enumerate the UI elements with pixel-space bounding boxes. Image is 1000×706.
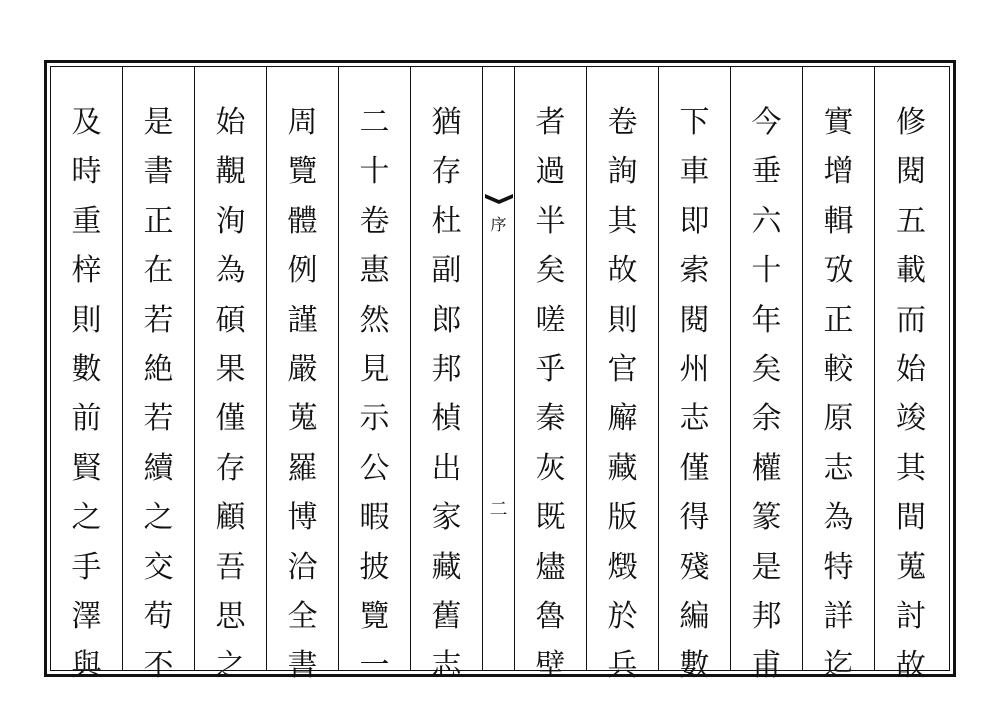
character: 六: [751, 203, 782, 239]
character: 故: [896, 648, 926, 684]
character: 秦: [535, 401, 566, 437]
character: 下: [679, 105, 710, 140]
character: 數: [71, 351, 102, 387]
character: 博: [287, 500, 318, 536]
character: 是: [143, 105, 174, 140]
character: 然: [359, 302, 390, 338]
text-column: [411, 67, 483, 684]
character: 燬: [607, 549, 638, 585]
character: 僅: [679, 450, 710, 486]
fish-tail-icon: [485, 194, 513, 208]
text-column: [267, 67, 339, 684]
character: 賢: [71, 450, 102, 486]
character: 藏: [431, 549, 462, 585]
character: 在: [143, 253, 174, 289]
character: 攷: [823, 253, 854, 289]
character: 邦: [751, 598, 782, 634]
character: 正: [143, 203, 174, 239]
character: 間: [896, 500, 926, 536]
character: 矣: [535, 253, 566, 289]
character: 存: [431, 154, 462, 190]
character: 書: [287, 648, 318, 684]
character: 交: [143, 549, 174, 585]
text-column: [875, 67, 947, 684]
character: 示: [359, 401, 390, 437]
text-column: [587, 67, 659, 684]
character: 廨: [607, 401, 638, 437]
section-title: 序: [490, 215, 507, 234]
character: 得: [679, 500, 710, 536]
character: 藏: [607, 450, 638, 486]
character: 覯: [215, 154, 246, 190]
character: 修: [896, 105, 926, 140]
character: 時: [71, 154, 102, 190]
character: 編: [679, 598, 710, 634]
page-number: 二: [489, 499, 508, 520]
character: 洽: [287, 549, 318, 585]
character: 半: [535, 203, 566, 239]
character: 正: [823, 302, 854, 338]
character: 家: [431, 500, 462, 536]
character: 始: [215, 105, 246, 140]
character: 見: [359, 351, 390, 387]
character: 官: [607, 351, 638, 387]
character: 嗟: [535, 302, 566, 338]
character: 例: [287, 253, 318, 289]
character: 篆: [751, 500, 782, 536]
character: 數: [679, 648, 710, 684]
character: 覽: [287, 154, 318, 190]
text-column: [195, 67, 267, 684]
character: 閱: [896, 154, 926, 190]
character: 垂: [751, 154, 782, 190]
character: 其: [607, 203, 638, 239]
character: 詢: [607, 154, 638, 190]
character: 惠: [359, 253, 390, 289]
character: 竣: [896, 401, 926, 437]
character: 原: [823, 401, 854, 437]
character: 輯: [823, 203, 854, 239]
character: 乎: [535, 351, 566, 387]
character: 則: [71, 302, 102, 338]
character: 即: [679, 203, 710, 239]
character: 楨: [431, 401, 462, 437]
character: 不: [143, 648, 174, 684]
character: 殘: [679, 549, 710, 585]
character: 若: [143, 401, 174, 437]
character: 年: [751, 302, 782, 338]
character: 權: [751, 450, 782, 486]
character: 僅: [215, 401, 246, 437]
character: 為: [215, 253, 246, 289]
character: 甫: [751, 648, 782, 684]
character: 載: [896, 253, 926, 289]
character: 而: [896, 302, 926, 338]
character: 之: [143, 500, 174, 536]
character: 果: [215, 351, 246, 387]
character: 於: [607, 598, 638, 634]
character: 魯: [535, 598, 566, 634]
character: 杜: [431, 203, 462, 239]
character: 郎: [431, 302, 462, 338]
character: 二: [359, 105, 390, 140]
character: 灰: [535, 450, 566, 486]
character: 矣: [751, 351, 782, 387]
character: 迄: [823, 648, 854, 684]
character: 索: [679, 253, 710, 289]
character: 吾: [215, 549, 246, 585]
character: 今: [751, 105, 782, 140]
character: 碩: [215, 302, 246, 338]
character: 若: [143, 302, 174, 338]
character: 洵: [215, 203, 246, 239]
character: 舊: [431, 598, 462, 634]
character: 始: [896, 351, 926, 387]
character: 覽: [359, 598, 390, 634]
character: 故: [607, 253, 638, 289]
character: 較: [823, 351, 854, 387]
character: 閱: [679, 302, 710, 338]
character: 猶: [431, 105, 462, 140]
character: 州: [679, 351, 710, 387]
text-column: [659, 67, 731, 684]
character: 之: [215, 648, 246, 684]
character: 存: [215, 450, 246, 486]
character: 兵: [607, 648, 638, 684]
text-column: [123, 67, 195, 684]
character: 重: [71, 203, 102, 239]
character: 披: [359, 549, 390, 585]
character: 詳: [823, 598, 854, 634]
character: 者: [535, 105, 566, 140]
character: 既: [535, 500, 566, 536]
character: 志: [431, 648, 462, 684]
character: 嚴: [287, 351, 318, 387]
character: 十: [751, 253, 782, 289]
character: 續: [143, 450, 174, 486]
character: 卷: [607, 105, 638, 140]
character: 車: [679, 154, 710, 190]
text-column: [51, 67, 123, 684]
center-fold: [483, 67, 515, 670]
character: 副: [431, 253, 462, 289]
page-frame: [44, 60, 956, 684]
character: 蒐: [896, 549, 926, 585]
character: 及: [71, 105, 102, 140]
character: 澤: [71, 598, 102, 634]
character: 過: [535, 154, 566, 190]
character: 顧: [215, 500, 246, 536]
character: 與: [71, 648, 102, 684]
character: 燼: [535, 549, 566, 585]
character: 羅: [287, 450, 318, 486]
character: 十: [359, 154, 390, 190]
character: 思: [215, 598, 246, 634]
character: 志: [823, 450, 854, 486]
character: 為: [823, 500, 854, 536]
text-column: [803, 67, 875, 684]
character: 志: [679, 401, 710, 437]
character: 前: [71, 401, 102, 437]
character: 一: [359, 648, 390, 684]
character: 體: [287, 203, 318, 239]
character: 周: [287, 105, 318, 140]
character: 實: [823, 105, 854, 140]
text-block: [50, 66, 950, 684]
character: 手: [71, 549, 102, 585]
character: 其: [896, 450, 926, 486]
character: 謹: [287, 302, 318, 338]
character: 特: [823, 549, 854, 585]
character: 壁: [535, 648, 566, 684]
character: 邦: [431, 351, 462, 387]
character: 公: [359, 450, 390, 486]
character: 苟: [143, 598, 174, 634]
text-column: [339, 67, 411, 684]
character: 增: [823, 154, 854, 190]
character: 蒐: [287, 401, 318, 437]
character: 余: [751, 401, 782, 437]
character: 之: [71, 500, 102, 536]
character: 絶: [143, 351, 174, 387]
character: 五: [896, 203, 926, 239]
character: 版: [607, 500, 638, 536]
character: 暇: [359, 500, 390, 536]
character: 討: [896, 598, 926, 634]
character: 梓: [71, 253, 102, 289]
character: 是: [751, 549, 782, 585]
text-column: [515, 67, 587, 684]
character: 出: [431, 450, 462, 486]
character: 全: [287, 598, 318, 634]
character: 書: [143, 154, 174, 190]
character: 則: [607, 302, 638, 338]
text-column: [731, 67, 803, 684]
character: 卷: [359, 203, 390, 239]
